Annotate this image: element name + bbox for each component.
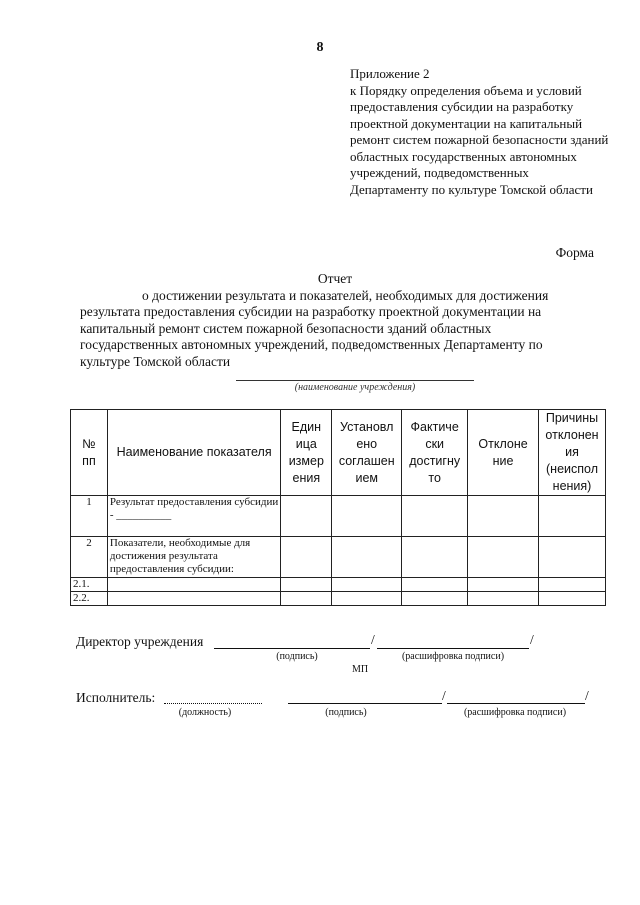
row-name (107, 578, 280, 592)
form-label: Форма (555, 245, 594, 260)
cell-planned[interactable] (332, 578, 402, 592)
header-text: Причины отклонен ия (неиспол нения) (545, 411, 599, 493)
page-number: 8 (316, 40, 324, 55)
cell-planned[interactable] (332, 537, 402, 578)
table-row (71, 578, 606, 592)
cell-reasons[interactable] (539, 578, 606, 592)
cell-actual[interactable] (402, 592, 468, 606)
appendix-block (350, 66, 610, 198)
director-label: Директор учреждения (76, 634, 204, 649)
cell-deviation[interactable] (468, 578, 539, 592)
director-decode-line[interactable] (377, 648, 529, 649)
director-signature-line[interactable] (214, 648, 370, 649)
executor-sep: / (442, 688, 446, 703)
executor-decode-caption: (расшифровка подписи) (463, 707, 567, 718)
cell-reasons[interactable] (539, 537, 606, 578)
table-row (71, 592, 606, 606)
cell-actual[interactable] (402, 537, 468, 578)
row-num: 2 (71, 537, 108, 578)
cell-unit[interactable] (281, 578, 332, 592)
col-header-deviation (468, 410, 539, 496)
report-title-line1: Отчет (317, 271, 353, 286)
header-text: Един ица измер ения (288, 419, 324, 485)
row-name (107, 592, 280, 606)
cell-unit[interactable] (281, 496, 332, 537)
row-num: 2.1. (71, 578, 108, 592)
stamp-mark: МП (351, 664, 369, 675)
col-header-unit (281, 410, 332, 496)
col-header-name (107, 410, 280, 496)
executor-label: Исполнитель: (76, 690, 156, 705)
executor-position-line[interactable] (164, 703, 262, 704)
row-name: Результат предоставления субсидии - __________ (107, 496, 280, 537)
cell-planned[interactable] (332, 592, 402, 606)
executor-position-caption: (должность) (178, 707, 232, 718)
executor-sign-caption: (подпись) (325, 707, 367, 718)
cell-actual[interactable] (402, 578, 468, 592)
executor-decode-line[interactable] (447, 703, 585, 704)
cell-reasons[interactable] (539, 496, 606, 537)
director-decode-caption: (расшифровка подписи) (401, 651, 505, 662)
cell-unit[interactable] (281, 592, 332, 606)
director-sep-end: / (530, 632, 534, 647)
row-num: 2.2. (71, 592, 108, 606)
cell-deviation[interactable] (468, 592, 539, 606)
header-text: Установл ено соглашен ием (338, 419, 395, 485)
executor-signature-line[interactable] (288, 703, 442, 704)
executor-sep-end: / (585, 688, 589, 703)
col-header-num (71, 410, 108, 496)
director-sign-caption: (подпись) (276, 651, 318, 662)
appendix-heading: Приложение 2 (350, 66, 430, 81)
cell-reasons[interactable] (539, 592, 606, 606)
cell-deviation[interactable] (468, 537, 539, 578)
director-sep: / (371, 632, 375, 647)
header-text: Наименование показателя (116, 445, 272, 459)
table-row (71, 537, 606, 578)
cell-actual[interactable] (402, 496, 468, 537)
col-header-actual (402, 410, 468, 496)
col-header-reasons (539, 410, 606, 496)
header-text: № пп (82, 436, 96, 468)
table-header-row (71, 410, 606, 496)
appendix-text: к Порядку определения объема и условий предоставления субсидии на разработку проектной документации на капитальный ремонт систем пожарной безопасности зданий областных государственных автономных учреждений, подведомственных Департаменту по культуре Томской области (350, 82, 609, 197)
row-name: Показатели, необходимые для достижения результата предоставления субсидии: (107, 537, 280, 578)
cell-deviation[interactable] (468, 496, 539, 537)
report-table (70, 409, 606, 606)
table-row (71, 496, 606, 537)
institution-name-line[interactable] (236, 380, 474, 381)
report-title-body: о достижении результата и показателей, необходимых для достижения результата предоставления субсидии на разработку проектной документации на капитальный ремонт систем пожарной безопасности зданий областных государственных автономных учреждений, подведомственных Департаменту по культуре Томской области (80, 287, 549, 369)
institution-caption: (наименование учреждения) (294, 382, 416, 393)
header-text: Отклоне ние (478, 436, 528, 468)
cell-unit[interactable] (281, 537, 332, 578)
cell-planned[interactable] (332, 496, 402, 537)
col-header-planned (332, 410, 402, 496)
header-text: Фактиче ски достигну то (409, 419, 461, 485)
row-num: 1 (71, 496, 108, 537)
report-title (80, 271, 590, 370)
